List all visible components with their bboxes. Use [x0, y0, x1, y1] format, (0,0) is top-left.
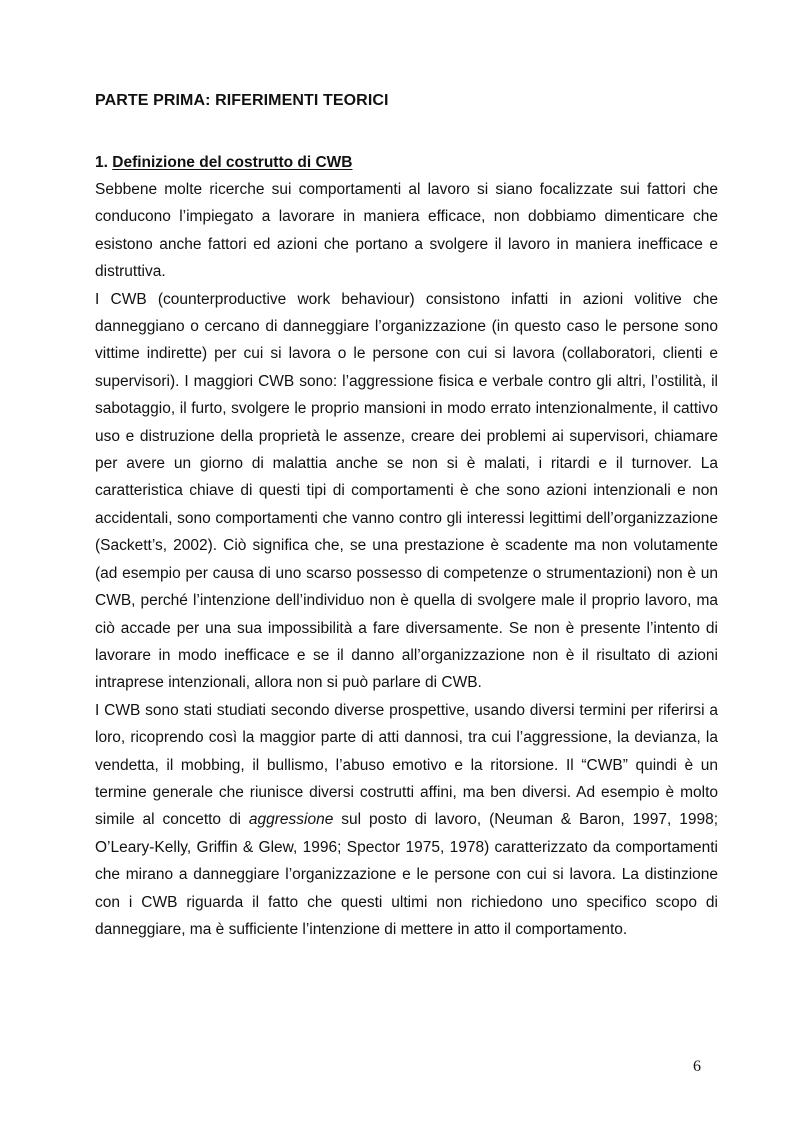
section-heading — [95, 154, 353, 172]
body-text — [95, 176, 718, 943]
paragraph-intro: Sebbene molte ricerche sui comportamenti al lavoro si siano focalizzate sui fattori che conducono l’impiegato a lavorare in maniera efficace, non dobbiamo dimenticare che esistono anche fattori ed azioni che portano a svolgere il lavoro in maniera inefficace e distruttiva. — [95, 181, 718, 281]
paragraph-text-after: sul posto di lavoro, (Neuman & Baron, 1997, 1998; O’Leary-Kelly, Griffin & Glew, 1996; Spector 1975, 1978) caratterizzato da comportamenti che mirano a danneggiare l’organizzazione e le persone con cui si lavora. La distinzione con i CWB riguarda il fatto che questi ultimi non richiedono uno specifico scopo di danneggiare, ma è sufficiente l’intenzione di mettere in atto il comportamento. — [95, 811, 719, 938]
emphasis-aggressione: aggressione — [248, 811, 334, 829]
part-title: PARTE PRIMA: RIFERIMENTI TEORICI — [95, 92, 389, 109]
section-number: 1. — [95, 154, 108, 171]
section-title: Definizione del costrutto di CWB — [112, 154, 353, 171]
paragraph-cwb-constructs — [95, 697, 718, 944]
paragraph-text-before: I CWB sono stati studiati secondo diverse prospettive, usando diversi termini per riferirsi a loro, ricoprendo così la maggior parte di atti dannosi, tra cui l’aggressione, la devianza, la vendetta, il mobbing, il bullismo, l’abuso emotivo e la ritorsione. Il “CWB” quindi è un termine generale che riunisce diversi costrutti affini, ma ben diversi. Ad esempio è molto simile al concetto di — [95, 701, 718, 829]
paragraph-cwb-definition: I CWB (counterproductive work behaviour) consistono infatti in azioni volitive che danneggiano o cercano di danneggiare l’organizzazione (in questo caso le persone sono vittime indirette) per cui si lavora o le persone con cui si lavora (collaboratori, clienti e supervisori). I maggiori CWB sono: l’aggressione fisica e verbale contro gli altri, l’ostilità, il sabotaggio, il furto, svolgere le proprio mansioni in modo errato intenzionalmente, il cattivo uso e distruzione della proprietà le assenze, creare dei problemi ai supervisori, chiamare per avere un giorno di malattia anche se non si è malati, i ritardi e il turnover. La caratteristica chiave di questi tipi di comportamenti è che sono azioni intenzionali e non accidentali, sono comportamenti che vanno contro gli interessi legittimi dell’organizzazione (Sackett’s, 2002). Ciò significa che, se una prestazione è scadente ma non volutamente (ad esempio per causa di uno scarso possesso di competenze o strumentazioni) non è un CWB, perché l’intenzione dell’individuo non è quella di svolgere male il proprio lavoro, ma ciò accade per una sua impossibilità a fare diversamente. Se non è presente l’intento di lavorare in modo inefficace e se il danno all’organizzazione non è il risultato di azioni intraprese intenzionali, allora non si può parlare di CWB. — [95, 290, 718, 692]
page-number: 6 — [693, 1058, 701, 1075]
